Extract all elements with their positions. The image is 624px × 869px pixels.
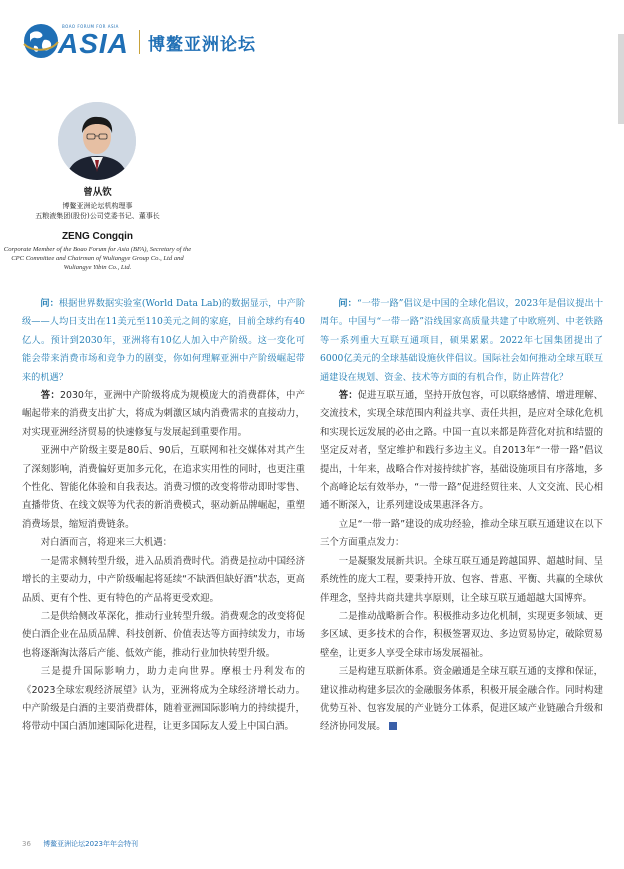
paragraph: 二是供给侧改革深化，推动行业转型升级。消费观念的改变将促使白酒企业在品质品牌、科技创新、价值表达等方面持续发力，市场也将逐渐淘汰落后产能、低效产能，推动行业加快转型升级。 xyxy=(22,610,305,659)
question-2 xyxy=(320,295,603,387)
chinese-title-1: 博鳌亚洲论坛机构理事 xyxy=(62,202,133,210)
publication-title: 博鳌亚洲论坛2023年年会特刊 xyxy=(43,840,138,848)
logo-text: ASIA xyxy=(58,28,129,59)
paragraph: 对白酒而言，将迎来三大机遇： xyxy=(40,537,173,549)
left-column xyxy=(22,295,305,737)
header xyxy=(22,18,422,66)
paragraph: 一是凝聚发展新共识。全球互联互通是跨越国界、超越时间、呈系统性的庞大工程，要秉持开放、包容、普惠、平衡、共赢的全球伙伴理念，坚持共商共建共享原则，让全球互联互通超越大国博弈。 xyxy=(320,555,603,604)
paragraph: 三是提升国际影响力，助力走向世界。摩根士丹利发布的《2023全球宏观经济展望》认为，亚洲将成为全球经济增长动力。中产阶级是白酒的主要消费群体，随着亚洲国际影响力的持续提升，将带动中国白酒加速国际化进程，让更多国际友人爱上中国白酒。 xyxy=(22,666,305,733)
answer-text: 2030年，亚洲中产阶级将成为规模庞大的消费群体，中产崛起带来的消费支出扩大，将成为刺激区域内消费需求的直接动力，对实现亚洲经济贸易的快速修复与发展起到重要作用。 xyxy=(22,390,305,438)
logo-divider xyxy=(139,30,140,54)
page-edge-marker xyxy=(618,34,624,124)
answer-2 xyxy=(320,387,603,516)
page-number: 36 xyxy=(22,840,31,848)
globe-logo-icon xyxy=(22,22,60,60)
question-text: “一带一路”倡议是中国的全球化倡议，2023年是倡议提出十周年。中国与“一带一路”沿线国家高质量共建了中欧班列、中老铁路等一系列重大互联互通项目，硕果累累。2022年七国集团提出了6000亿美元的全球基础设施伙伴倡议。国际社会如何推动全球互联互通建设在规划、资金、技术等方面的有机合作，防止阵营化？ xyxy=(320,298,604,383)
chinese-name: 曾从钦 xyxy=(83,187,112,198)
paragraph: 立足“一带一路”建设的成功经验，推动全球互联互通建议在以下三个方面重点发力： xyxy=(320,518,603,549)
english-name: ZENG Congqin xyxy=(61,231,134,242)
portrait-image xyxy=(58,102,136,180)
question-label: 问： xyxy=(338,298,357,309)
logo-subtext: BOAO FORUM FOR ASIA xyxy=(62,24,119,29)
paragraph-text: 三是构建互联新体系。资金融通是全球互联互通的支撑和保证，建议推动构建多层次的金融服务体系，积极开展金融合作。同时构建优势互补、包容发展的产业链分工体系，促进区域产业链融合升级和经济协同发展。 xyxy=(320,666,603,733)
answer-1 xyxy=(22,387,305,442)
paragraph-final xyxy=(320,663,603,737)
profile-block xyxy=(0,184,195,272)
end-of-article-icon xyxy=(389,722,397,730)
answer-text: 促进互联互通，坚持开放包容，可以联络感情、增进理解、交流技术，实现全球范围内利益共享、责任共担，是应对全球化危机和实现长远发展的必由之路。中国一直以来都是阵营化对抗和结盟的坚定反对者，坚定维护和践行多边主义。自2013年“一带一路”倡议提出，十年来，战略合作对接持续扩容，基础设施项目有序落地，多个高峰论坛有效举办，“一带一路”促进经贸往来、人文交流、民心相通不断深入，让系列建设成果惠泽各方。 xyxy=(320,390,603,512)
english-title: Corporate Member of the Boao Forum for Asia (BFA), Secretary of the CPC Committee and Chairman of Wuliangye Group Co., Ltd and Wuliangye Yibin Co., Ltd. xyxy=(3,246,192,271)
forum-name: 博鳌亚洲论坛 xyxy=(148,35,256,55)
question-text: 根据世界数据实验室(World Data Lab)的数据显示，中产阶级——人均日支出在11美元至110美元之间的家庭，目前全球约有40亿人。预计到2030年，亚洲将有10亿人加入中产阶级。这一变化可能会带来消费市场和竞争力的剧变，你如何理解亚洲中产阶级崛起带来的机遇？ xyxy=(22,298,306,383)
question-label: 问： xyxy=(40,298,59,309)
answer-label: 答： xyxy=(338,390,358,402)
answer-label: 答： xyxy=(40,390,61,402)
paragraph: 一是需求侧转型升级，进入品质消费时代。消费是拉动中国经济增长的主要动力，中产阶级崛起将延续“不缺酒但缺好酒”状态，更高品质、更有个性、更有特色的产品将更受欢迎。 xyxy=(22,555,305,604)
footer xyxy=(22,839,138,849)
portrait-photo xyxy=(58,102,136,180)
question-1 xyxy=(22,295,305,387)
paragraph: 二是推动战略新合作。积极推动多边化机制，实现更多领域、更多区域、更多技术的合作，积极签署双边、多边贸易协定，破除贸易壁垒，让更多人享受全球市场发展福祉。 xyxy=(320,610,603,659)
right-column xyxy=(320,295,603,737)
chinese-title-2: 五粮液集团(股份)公司党委书记、董事长 xyxy=(35,212,160,220)
paragraph: 亚洲中产阶级主要是80后、90后，互联网和社交媒体对其产生了深刻影响，消费偏好更加多元化，在追求实用性的同时，也更注重个性化、智能化体验和自我表达。消费习惯的改变将带动即时零售、直播带货、在线文娱等为代表的新消费模式，驱动新品牌崛起，重塑消费场景，缩短消费链条。 xyxy=(22,445,305,530)
